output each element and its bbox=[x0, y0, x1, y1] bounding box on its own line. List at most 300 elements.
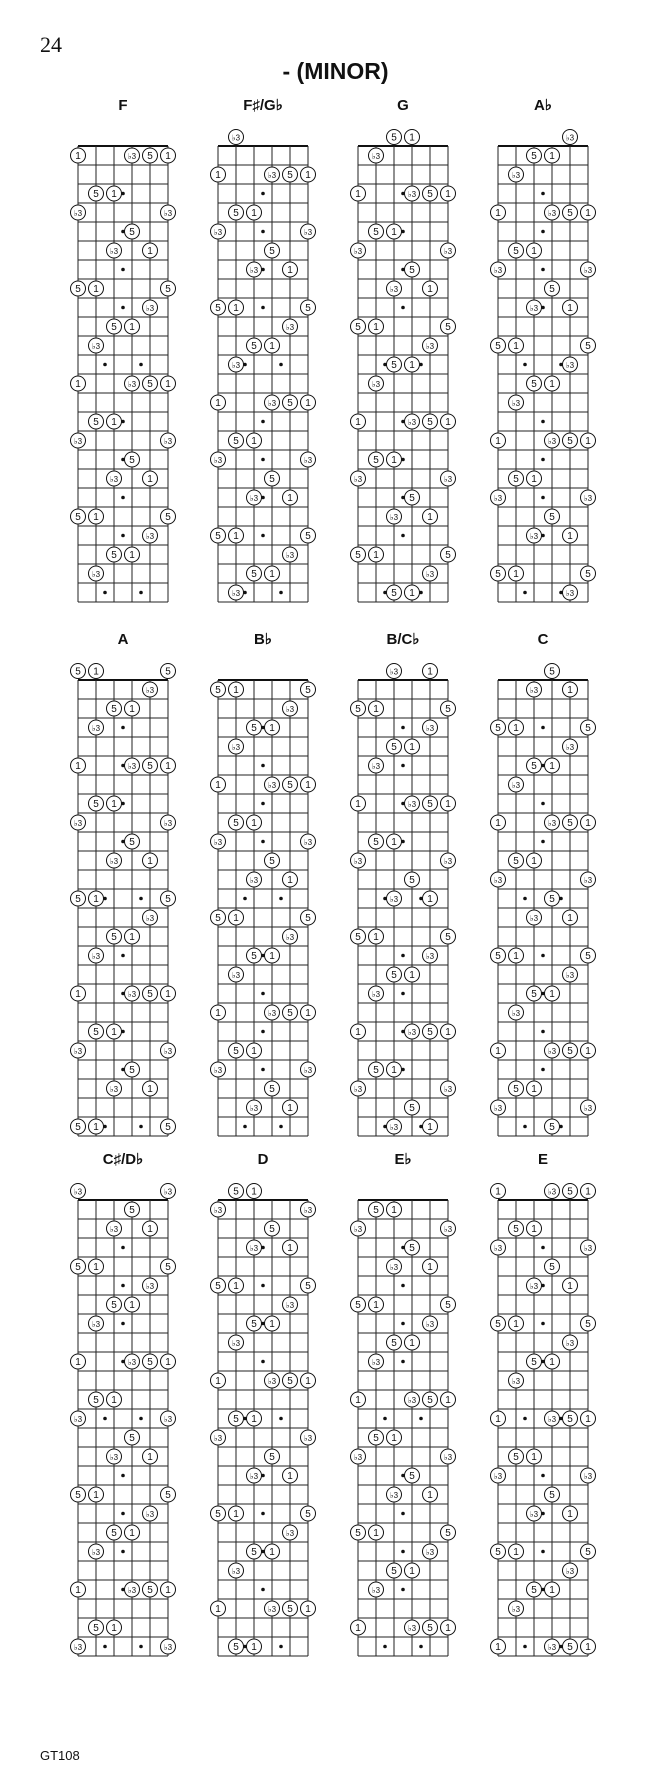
tone-label: ♭3 bbox=[73, 209, 83, 218]
tone-label: 1 bbox=[495, 1414, 501, 1425]
inlay-dot bbox=[243, 363, 247, 367]
inlay-dot bbox=[419, 897, 423, 901]
tone-label: 1 bbox=[147, 1084, 153, 1095]
tone-label: 5 bbox=[445, 1528, 451, 1539]
tone-label: 5 bbox=[391, 588, 397, 599]
inlay-dot bbox=[121, 1068, 125, 1072]
inlay-dot bbox=[419, 1125, 423, 1129]
tone-label: ♭3 bbox=[285, 323, 295, 332]
tone-label: 5 bbox=[305, 531, 311, 542]
inlay-dot bbox=[541, 496, 545, 500]
tone-label: 1 bbox=[409, 1566, 415, 1577]
tone-label: 5 bbox=[495, 569, 501, 580]
tone-label: 5 bbox=[391, 1566, 397, 1577]
tone-label: 5 bbox=[215, 531, 221, 542]
tone-label: 5 bbox=[305, 913, 311, 924]
tone-label: ♭3 bbox=[213, 1066, 223, 1075]
tone-label: ♭3 bbox=[583, 1472, 593, 1481]
tone-label: 5 bbox=[531, 1357, 537, 1368]
tone-label: 1 bbox=[373, 322, 379, 333]
inlay-dot bbox=[541, 534, 545, 538]
tone-label: 5 bbox=[531, 1585, 537, 1596]
tone-label: ♭3 bbox=[163, 1643, 173, 1652]
tone-label: ♭3 bbox=[565, 743, 575, 752]
tone-label: 1 bbox=[513, 569, 519, 580]
tone-label: 5 bbox=[567, 1186, 573, 1198]
tone-label: 1 bbox=[251, 436, 257, 447]
tone-label: 1 bbox=[215, 170, 221, 181]
inlay-dot bbox=[261, 1068, 265, 1072]
tone-label: ♭3 bbox=[267, 1009, 277, 1018]
inlay-dot bbox=[541, 992, 545, 996]
inlay-dot bbox=[559, 363, 563, 367]
tone-label: 5 bbox=[165, 512, 171, 523]
tone-label: 5 bbox=[531, 151, 537, 162]
tone-label: 5 bbox=[233, 818, 239, 829]
inlay-dot bbox=[541, 230, 545, 234]
tone-label: 1 bbox=[233, 685, 239, 696]
inlay-dot bbox=[401, 1550, 405, 1554]
tone-label: ♭3 bbox=[303, 838, 313, 847]
tone-label: 1 bbox=[233, 531, 239, 542]
inlay-dot bbox=[541, 1246, 545, 1250]
tone-label: 5 bbox=[409, 1471, 415, 1482]
tone-label: 5 bbox=[111, 1300, 117, 1311]
tone-label: 1 bbox=[215, 398, 221, 409]
tone-label: 1 bbox=[129, 550, 135, 561]
tone-label: 1 bbox=[93, 1490, 99, 1501]
inlay-dot bbox=[383, 897, 387, 901]
inlay-dot bbox=[121, 420, 125, 424]
tone-label: 5 bbox=[355, 550, 361, 561]
inlay-dot bbox=[103, 1645, 107, 1649]
inlay-dot bbox=[541, 268, 545, 272]
fretboard-cd bbox=[71, 1151, 176, 1656]
tone-label: 5 bbox=[409, 1243, 415, 1254]
tone-label: 5 bbox=[269, 1224, 275, 1235]
tone-label: 5 bbox=[305, 1509, 311, 1520]
inlay-dot bbox=[261, 1284, 265, 1288]
tone-label: 1 bbox=[585, 1414, 591, 1425]
tone-label: ♭3 bbox=[213, 228, 223, 237]
tone-label: ♭3 bbox=[389, 895, 399, 904]
tone-label: ♭3 bbox=[127, 152, 137, 161]
tone-label: ♭3 bbox=[371, 380, 381, 389]
inlay-dot bbox=[279, 1417, 283, 1421]
tone-label: 5 bbox=[251, 569, 257, 580]
tone-label: 1 bbox=[215, 780, 221, 791]
inlay-dot bbox=[121, 840, 125, 844]
tone-label: 1 bbox=[373, 550, 379, 561]
inlay-dot bbox=[383, 1417, 387, 1421]
tone-label: 1 bbox=[531, 246, 537, 257]
inlay-dot bbox=[419, 1417, 423, 1421]
fretboard-b bbox=[211, 631, 316, 1136]
tone-label: 5 bbox=[513, 474, 519, 485]
tone-label: 5 bbox=[233, 208, 239, 219]
tone-label: ♭3 bbox=[407, 1028, 417, 1037]
inlay-dot bbox=[523, 897, 527, 901]
tone-label: 5 bbox=[147, 989, 153, 1000]
tone-label: 5 bbox=[445, 704, 451, 715]
tone-label: 5 bbox=[111, 1528, 117, 1539]
inlay-dot bbox=[261, 992, 265, 996]
inlay-dot bbox=[541, 306, 545, 310]
tone-label: 5 bbox=[391, 970, 397, 981]
tone-label: 5 bbox=[75, 666, 81, 678]
tone-label: ♭3 bbox=[583, 494, 593, 503]
tone-label: ♭3 bbox=[91, 342, 101, 351]
tone-label: ♭3 bbox=[109, 1085, 119, 1094]
fretboard-g bbox=[351, 97, 456, 602]
tone-label: ♭3 bbox=[285, 1301, 295, 1310]
inlay-dot bbox=[261, 458, 265, 462]
inlay-dot bbox=[261, 496, 265, 500]
tone-label: ♭3 bbox=[547, 437, 557, 446]
tone-label: 1 bbox=[513, 723, 519, 734]
inlay-dot bbox=[121, 534, 125, 538]
tone-label: ♭3 bbox=[511, 1009, 521, 1018]
tone-label: ♭3 bbox=[127, 990, 137, 999]
tone-label: 5 bbox=[409, 875, 415, 886]
key-label: C♯/D♭ bbox=[102, 1151, 144, 1168]
inlay-dot bbox=[121, 306, 125, 310]
tone-label: 5 bbox=[567, 818, 573, 829]
inlay-dot bbox=[401, 1322, 405, 1326]
tone-label: ♭3 bbox=[91, 570, 101, 579]
key-label: F♯/G♭ bbox=[243, 97, 283, 114]
tone-label: 1 bbox=[495, 818, 501, 829]
tone-label: 5 bbox=[147, 151, 153, 162]
inlay-dot bbox=[121, 230, 125, 234]
tone-label: 5 bbox=[409, 265, 415, 276]
inlay-dot bbox=[541, 458, 545, 462]
tone-label: 5 bbox=[233, 1414, 239, 1425]
tone-label: 1 bbox=[549, 1357, 555, 1368]
tone-label: ♭3 bbox=[163, 209, 173, 218]
tone-label: 1 bbox=[287, 1243, 293, 1254]
tone-label: 5 bbox=[165, 1262, 171, 1273]
tone-label: 5 bbox=[513, 1224, 519, 1235]
inlay-dot bbox=[383, 591, 387, 595]
key-label: F bbox=[118, 97, 128, 114]
tone-label: 5 bbox=[567, 1046, 573, 1057]
tone-label: 5 bbox=[567, 436, 573, 447]
tone-label: 5 bbox=[355, 704, 361, 715]
inlay-dot bbox=[279, 1125, 283, 1129]
tone-label: ♭3 bbox=[547, 1415, 557, 1424]
tone-label: 5 bbox=[165, 284, 171, 295]
tone-label: ♭3 bbox=[529, 686, 539, 695]
inlay-dot bbox=[121, 992, 125, 996]
tone-label: 5 bbox=[355, 322, 361, 333]
tone-label: 1 bbox=[165, 379, 171, 390]
tone-label: ♭3 bbox=[145, 686, 155, 695]
key-label: B♭ bbox=[254, 631, 272, 648]
inlay-dot bbox=[401, 1512, 405, 1516]
tone-label: ♭3 bbox=[73, 1643, 83, 1652]
tone-label: ♭3 bbox=[565, 1339, 575, 1348]
inlay-dot bbox=[121, 802, 125, 806]
inlay-dot bbox=[121, 764, 125, 768]
inlay-dot bbox=[261, 1550, 265, 1554]
tone-label: 5 bbox=[373, 227, 379, 238]
tone-label: 1 bbox=[147, 856, 153, 867]
inlay-dot bbox=[401, 496, 405, 500]
tone-label: ♭3 bbox=[443, 475, 453, 484]
inlay-dot bbox=[121, 268, 125, 272]
tone-label: ♭3 bbox=[425, 342, 435, 351]
tone-label: 1 bbox=[147, 474, 153, 485]
tone-label: 5 bbox=[147, 1585, 153, 1596]
fretboard-a bbox=[491, 97, 596, 602]
tone-label: 5 bbox=[111, 704, 117, 715]
tone-label: 5 bbox=[495, 1547, 501, 1558]
tone-label: 5 bbox=[373, 455, 379, 466]
tone-label: 1 bbox=[585, 1186, 591, 1198]
tone-label: 1 bbox=[111, 1623, 117, 1634]
inlay-dot bbox=[121, 1474, 125, 1478]
tone-label: 1 bbox=[427, 512, 433, 523]
inlay-dot bbox=[243, 1125, 247, 1129]
tone-label: ♭3 bbox=[267, 399, 277, 408]
tone-label: ♭3 bbox=[407, 418, 417, 427]
tone-label: ♭3 bbox=[407, 800, 417, 809]
inlay-dot bbox=[139, 1125, 143, 1129]
tone-label: 1 bbox=[567, 685, 573, 696]
tone-label: 1 bbox=[93, 1122, 99, 1133]
tone-label: ♭3 bbox=[583, 1104, 593, 1113]
tone-label: 1 bbox=[391, 837, 397, 848]
tone-label: 1 bbox=[445, 799, 451, 810]
tone-label: ♭3 bbox=[371, 1358, 381, 1367]
inlay-dot bbox=[261, 1360, 265, 1364]
inlay-dot bbox=[121, 458, 125, 462]
tone-label: 1 bbox=[233, 913, 239, 924]
inlay-dot bbox=[243, 897, 247, 901]
inlay-dot bbox=[401, 420, 405, 424]
inlay-dot bbox=[401, 534, 405, 538]
tone-label: 5 bbox=[495, 341, 501, 352]
tone-label: 5 bbox=[549, 894, 555, 905]
tone-label: ♭3 bbox=[565, 133, 575, 143]
tone-label: ♭3 bbox=[371, 152, 381, 161]
tone-label: ♭3 bbox=[389, 1491, 399, 1500]
tone-label: ♭3 bbox=[145, 304, 155, 313]
key-label: E bbox=[537, 1151, 549, 1168]
tone-label: ♭3 bbox=[583, 266, 593, 275]
tone-label: 5 bbox=[495, 723, 501, 734]
tone-label: 1 bbox=[111, 189, 117, 200]
inlay-dot bbox=[261, 534, 265, 538]
tone-label: 1 bbox=[251, 208, 257, 219]
tone-label: 5 bbox=[93, 1623, 99, 1634]
inlay-dot bbox=[261, 954, 265, 958]
tone-label: 1 bbox=[549, 379, 555, 390]
tone-label: 1 bbox=[391, 227, 397, 238]
inlay-dot bbox=[261, 192, 265, 196]
tone-label: 5 bbox=[251, 1547, 257, 1558]
tone-label: ♭3 bbox=[583, 1244, 593, 1253]
inlay-dot bbox=[121, 1030, 125, 1034]
key-label: G bbox=[397, 97, 409, 114]
tone-label: 5 bbox=[373, 1433, 379, 1444]
tone-label: ♭3 bbox=[443, 857, 453, 866]
tone-label: ♭3 bbox=[145, 914, 155, 923]
tone-label: 1 bbox=[585, 818, 591, 829]
tone-label: 5 bbox=[585, 723, 591, 734]
tone-label: ♭3 bbox=[493, 876, 503, 885]
tone-label: 5 bbox=[269, 1452, 275, 1463]
tone-label: 1 bbox=[567, 1281, 573, 1292]
tone-label: ♭3 bbox=[73, 819, 83, 828]
inlay-dot bbox=[121, 1360, 125, 1364]
inlay-dot bbox=[139, 1645, 143, 1649]
tone-label: 5 bbox=[305, 685, 311, 696]
fretboard-bc bbox=[351, 631, 456, 1136]
tone-label: 1 bbox=[427, 1122, 433, 1133]
tone-label: 5 bbox=[233, 436, 239, 447]
tone-label: ♭3 bbox=[303, 228, 313, 237]
tone-label: ♭3 bbox=[213, 1206, 223, 1215]
tone-label: 5 bbox=[215, 303, 221, 314]
inlay-dot bbox=[401, 726, 405, 730]
tone-label: 1 bbox=[129, 704, 135, 715]
tone-label: 1 bbox=[269, 723, 275, 734]
inlay-dot bbox=[243, 591, 247, 595]
tone-label: ♭3 bbox=[407, 190, 417, 199]
tone-label: 1 bbox=[75, 1585, 81, 1596]
tone-label: 5 bbox=[373, 1065, 379, 1076]
tone-label: ♭3 bbox=[425, 1548, 435, 1557]
key-label: E♭ bbox=[394, 1151, 412, 1168]
tone-label: ♭3 bbox=[109, 1453, 119, 1462]
tone-label: ♭3 bbox=[73, 1187, 83, 1197]
tone-label: 5 bbox=[305, 303, 311, 314]
tone-label: 1 bbox=[585, 436, 591, 447]
inlay-dot bbox=[103, 897, 107, 901]
tone-label: 1 bbox=[445, 1623, 451, 1634]
inlay-dot bbox=[401, 1360, 405, 1364]
tone-label: 1 bbox=[287, 1103, 293, 1114]
tone-label: 5 bbox=[111, 932, 117, 943]
inlay-dot bbox=[279, 1645, 283, 1649]
tone-label: 5 bbox=[251, 1319, 257, 1330]
inlay-dot bbox=[559, 1417, 563, 1421]
tone-label: 1 bbox=[549, 1585, 555, 1596]
tone-label: 1 bbox=[513, 341, 519, 352]
tone-label: ♭3 bbox=[425, 952, 435, 961]
tone-label: 1 bbox=[147, 246, 153, 257]
tone-label: ♭3 bbox=[231, 1339, 241, 1348]
tone-label: 1 bbox=[111, 799, 117, 810]
tone-label: 1 bbox=[531, 856, 537, 867]
tone-label: 1 bbox=[75, 151, 81, 162]
tone-label: ♭3 bbox=[529, 532, 539, 541]
tone-label: 1 bbox=[513, 951, 519, 962]
inlay-dot bbox=[401, 1474, 405, 1478]
tone-label: 5 bbox=[513, 1452, 519, 1463]
tone-label: 1 bbox=[355, 417, 361, 428]
tone-label: ♭3 bbox=[249, 1472, 259, 1481]
inlay-dot bbox=[121, 1284, 125, 1288]
tone-label: 1 bbox=[269, 1319, 275, 1330]
tone-label: 5 bbox=[531, 379, 537, 390]
tone-label: 5 bbox=[75, 894, 81, 905]
tone-label: ♭3 bbox=[389, 1263, 399, 1272]
tone-label: 1 bbox=[567, 531, 573, 542]
tone-label: 1 bbox=[129, 1300, 135, 1311]
tone-label: 1 bbox=[531, 474, 537, 485]
tone-label: ♭3 bbox=[127, 1586, 137, 1595]
inlay-dot bbox=[541, 954, 545, 958]
tone-label: ♭3 bbox=[109, 475, 119, 484]
tone-label: 1 bbox=[355, 1623, 361, 1634]
tone-label: 1 bbox=[75, 761, 81, 772]
tone-label: 1 bbox=[567, 913, 573, 924]
tone-label: 5 bbox=[165, 666, 171, 678]
tone-label: 5 bbox=[427, 799, 433, 810]
tone-label: 5 bbox=[585, 1319, 591, 1330]
inlay-dot bbox=[401, 840, 405, 844]
tone-label: 1 bbox=[93, 1262, 99, 1273]
inlay-dot bbox=[121, 1512, 125, 1516]
tone-label: ♭3 bbox=[493, 1472, 503, 1481]
inlay-dot bbox=[103, 591, 107, 595]
tone-label: 5 bbox=[445, 1300, 451, 1311]
tone-label: ♭3 bbox=[109, 857, 119, 866]
inlay-dot bbox=[401, 230, 405, 234]
tone-label: 5 bbox=[165, 1490, 171, 1501]
tone-label: 1 bbox=[287, 493, 293, 504]
inlay-dot bbox=[121, 192, 125, 196]
fretboard-e bbox=[491, 1151, 596, 1656]
tone-label: 5 bbox=[567, 1414, 573, 1425]
tone-label: 5 bbox=[75, 512, 81, 523]
tone-label: 5 bbox=[391, 1338, 397, 1349]
tone-label: ♭3 bbox=[547, 1047, 557, 1056]
tone-label: 1 bbox=[409, 1338, 415, 1349]
tone-label: 5 bbox=[513, 1084, 519, 1095]
tone-label: ♭3 bbox=[163, 1187, 173, 1197]
tone-label: ♭3 bbox=[231, 361, 241, 370]
tone-label: ♭3 bbox=[163, 1415, 173, 1424]
tone-label: ♭3 bbox=[389, 1123, 399, 1132]
tone-label: 1 bbox=[531, 1224, 537, 1235]
tone-label: 1 bbox=[391, 1065, 397, 1076]
tone-label: 5 bbox=[251, 951, 257, 962]
inlay-dot bbox=[261, 1246, 265, 1250]
tone-label: ♭3 bbox=[213, 1434, 223, 1443]
inlay-dot bbox=[523, 1417, 527, 1421]
tone-label: 1 bbox=[373, 1528, 379, 1539]
tone-label: 5 bbox=[93, 799, 99, 810]
tone-label: 5 bbox=[93, 1395, 99, 1406]
tone-label: 1 bbox=[567, 303, 573, 314]
tone-label: 1 bbox=[445, 189, 451, 200]
tone-label: ♭3 bbox=[267, 781, 277, 790]
fretboard-f bbox=[71, 97, 176, 602]
inlay-dot bbox=[401, 1588, 405, 1592]
tone-label: 5 bbox=[75, 1122, 81, 1133]
inlay-dot bbox=[121, 1588, 125, 1592]
tone-label: ♭3 bbox=[231, 971, 241, 980]
tone-label: 5 bbox=[427, 417, 433, 428]
tone-label: 1 bbox=[165, 151, 171, 162]
tone-label: 1 bbox=[409, 360, 415, 371]
tone-label: 5 bbox=[549, 284, 555, 295]
inlay-dot bbox=[383, 1645, 387, 1649]
